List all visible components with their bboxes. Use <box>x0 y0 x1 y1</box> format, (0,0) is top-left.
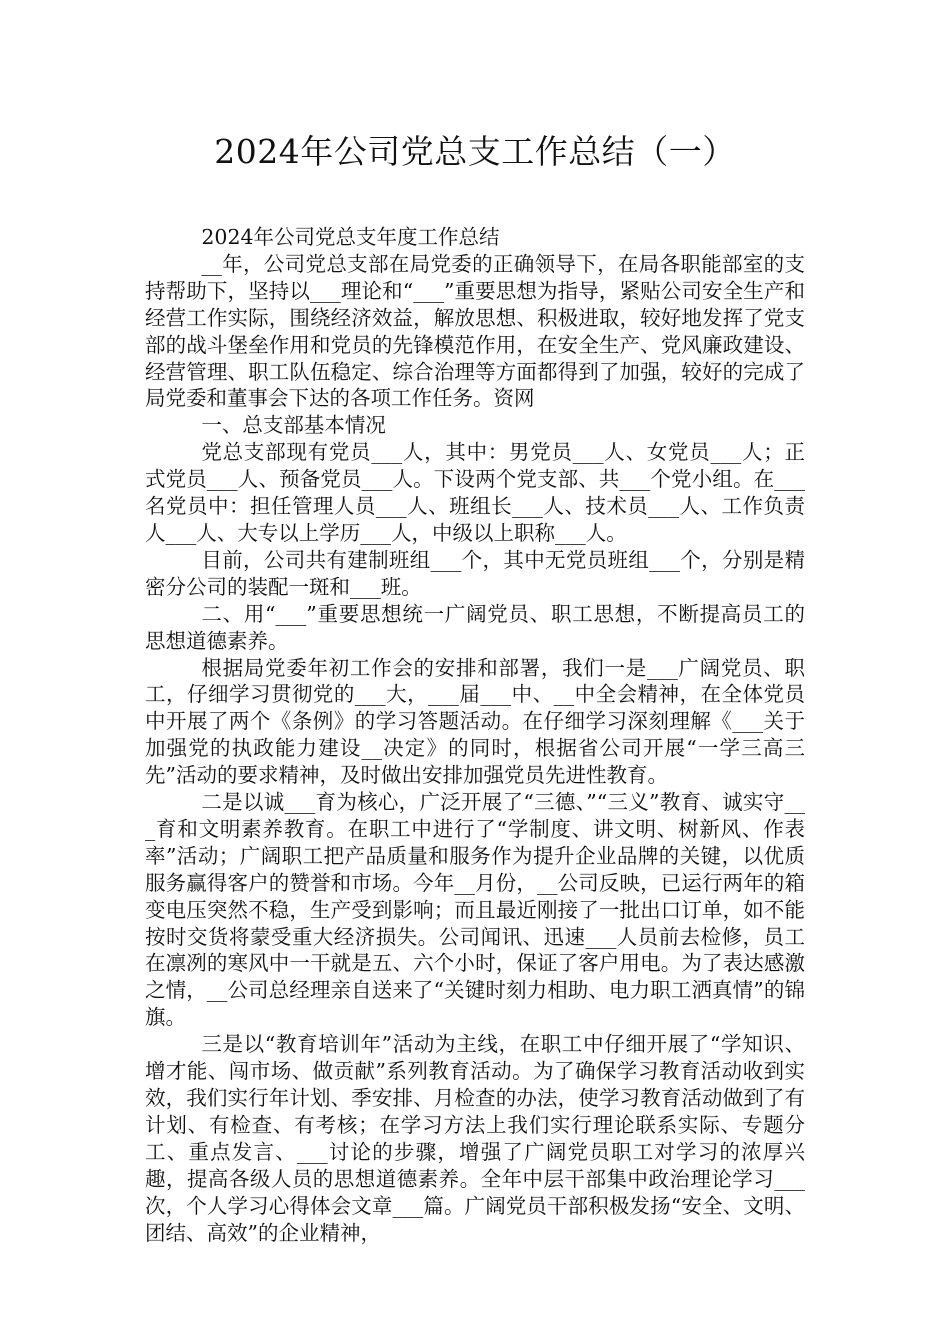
document-title: 2024年公司党总支工作总结（一） <box>214 132 736 171</box>
paragraph-integrity-second: 二是以诚___育为核心，广泛开展了“三德、”“三义”教育、诚实守___育和文明素养教育。在职工中进行了“学制度、讲文明、树新风、作表率”活动；广阔职工把产品质量和服务作为提升企业品牌的关键，以优质服务赢得客户的赞誉和市场。今年__月份，__公司反映，已运行两年的箱变电压突然不稳，生产受到影响；而且最近刚接了一批出口订单，如不能按时交货将蒙受重大经济损失。公司闻讯、迅速___人员前去检修，员工在凛冽的寒风中一干就是五、六个小时，保证了客户用电。为了表达感激之情，__公司总经理亲自送来了“关键时刻力相助、电力职工洒真情”的锦旗。 <box>145 790 805 1030</box>
paragraph-training-third: 三是以“教育培训年”活动为主线，在职工中仔细开展了“学知识、增才能、闯市场、做贡献”系列教育活动。为了确保学习教育活动收到实效，我们实行年计划、季安排、月检查的办法，使学习教育活动做到了有计划、有检查、有考核；在学习方法上我们实行理论联系实际、专题分工、重点发言、___讨论的步骤，增强了广阔党员职工对学习的浓厚兴趣，提高各级人员的思想道德素养。全年中层干部集中政治理论学习___次，个人学习心得体会文章___篇。广阔党员干部积极发扬“安全、文明、团结、高效”的企业精神， <box>145 1032 805 1245</box>
document-body <box>145 224 805 1246</box>
section-heading-basic-info: 一、总支部基本情况 <box>201 413 386 438</box>
paragraph-member-stats: 党总支部现有党员___人，其中：男党员___人、女党员___人；正式党员___人、预备党员___人。下设两个党支部、共___个党小组。在___名党员中：担任管理人员___人、班组长___人、技术员___人、工作负责人___人、大专以上学历___人，中级以上职称___人。 <box>145 440 805 545</box>
paragraph-team-stats: 目前，公司共有建制班组___个，其中无党员班组___个，分别是精密分公司的装配一斑和___班。 <box>145 547 805 599</box>
paragraph-study-first: 根据局党委年初工作会的安排和部署，我们一是___广阔党员、职工，仔细学习贯彻党的___大，___届___中、__中全会精神，在全体党员中开展了两个《条例》的学习答题活动。在仔细学习深刻理解《___关于加强党的执政能力建设__决定》的同时，根据省公司开展“一学三高三先”活动的要求精神，及时做出安排加强党员先进性教育。 <box>145 655 805 788</box>
paragraph-intro: __年，公司党总支部在局党委的正确领导下，在局各职能部室的支持帮助下，坚持以___理论和“___”重要思想为指导，紧贴公司安全生产和经营工作实际，围绕经济效益，解放思想、积极进取，较好地发挥了党支部的战斗堡垒作用和党员的先锋模范作用，在安全生产、党风廉政建设、经营管理、职工队伍稳定、综合治理等方面都得到了加强，较好的完成了局党委和董事会下达的各项工作任务。资网 <box>145 251 805 411</box>
paragraph-subtitle: 2024年公司党总支年度工作总结 <box>201 225 500 249</box>
section-heading-ideology: 二、用“___”重要思想统一广阔党员、职工思想，不断提高员工的思想道德素养。 <box>145 601 805 653</box>
